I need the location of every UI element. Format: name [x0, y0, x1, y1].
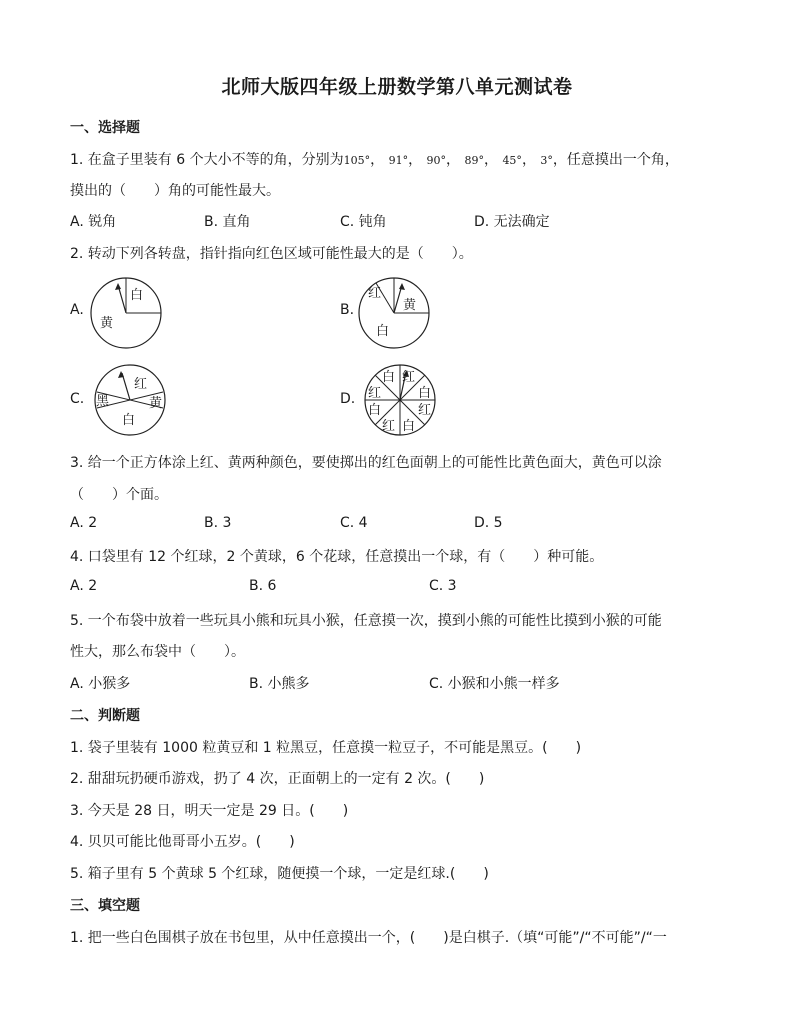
arrow-icon [399, 283, 405, 290]
spinner-d-label: 红 [368, 386, 382, 401]
question-1-text-pre: 1. 在盒子里装有 6 个大小不等的角，分别为 [70, 152, 344, 168]
spinner-b [356, 275, 432, 351]
q1-option-a: A. 锐角 [70, 214, 117, 230]
spinner-d-label: 红 [402, 370, 416, 385]
spinner-c [92, 362, 168, 438]
q3-option-c: C. 4 [340, 515, 368, 531]
q4-option-a: A. 2 [70, 578, 98, 594]
q3-option-a: A. 2 [70, 515, 98, 531]
judgement-item-3: 3. 今天是 28 日，明天一定是 29 日。( ) [70, 803, 349, 819]
section-heading-choice: 一、选择题 [70, 120, 140, 136]
spinner-d [360, 362, 440, 438]
angle-value: 91° [388, 154, 409, 167]
section-heading-fill-blank: 三、填空题 [70, 898, 140, 914]
q1-option-d: D. 无法确定 [474, 214, 550, 230]
spinner-c-label: 白 [122, 413, 136, 428]
spinner-c-label: 黑 [96, 394, 110, 409]
q4-option-c: C. 3 [429, 578, 457, 594]
spinner-a-label: 白 [130, 288, 144, 303]
spinner-b-label: 黄 [403, 298, 417, 313]
arrow-icon [115, 283, 121, 290]
fill-blank-item-1: 1. 把一些白色围棋子放在书包里，从中任意摸出一个，( )是白棋子.（填“可能”/“不可能”/“一 [70, 930, 667, 946]
q2-option-a-label: A. [70, 302, 84, 318]
judgement-item-1: 1. 袋子里装有 1000 粒黄豆和 1 粒黑豆，任意摸一粒豆子，不可能是黑豆。( ) [70, 740, 582, 756]
spinner-d-label: 红 [418, 403, 432, 418]
q5-option-c: C. 小猴和小熊一样多 [429, 676, 560, 692]
angle-value: 105° [343, 154, 371, 167]
q4-option-b: B. 6 [249, 578, 277, 594]
q2-option-c-label: C. [70, 391, 85, 407]
judgement-item-5: 5. 箱子里有 5 个黄球 5 个红球，随便摸一个球，一定是红球.( ) [70, 866, 489, 882]
q1-option-c: C. 钝角 [340, 214, 387, 230]
spinner-a [88, 275, 164, 351]
spinner-d-label: 红 [382, 419, 396, 434]
angle-value: 3° [540, 154, 553, 167]
q1-option-b: B. 直角 [204, 214, 251, 230]
judgement-item-4: 4. 贝贝可能比他哥哥小五岁。( ) [70, 834, 295, 850]
q2-option-b-label: B. [340, 302, 355, 318]
spinner-d-label: 白 [418, 386, 432, 401]
question-3-line-1: 3. 给一个正方体涂上红、黄两种颜色，要使掷出的红色面朝上的可能性比黄色面大，黄色可以涂 [70, 455, 662, 471]
q3-option-d: D. 5 [474, 515, 503, 531]
angle-value: 45° [502, 154, 522, 167]
judgement-item-2: 2. 甜甜玩扔硬币游戏，扔了 4 次，正面朝上的一定有 2 次。( ) [70, 771, 485, 787]
spinner-c-label: 红 [134, 377, 148, 392]
q5-option-b: B. 小熊多 [249, 676, 310, 692]
section-heading-judgement: 二、判断题 [70, 708, 140, 724]
question-4-text: 4. 口袋里有 12 个红球，2 个黄球，6 个花球，任意摸出一个球，有（ ）种可能。 [70, 549, 604, 565]
question-5-line-1: 5. 一个布袋中放着一些玩具小熊和玩具小猴，任意摸一次，摸到小熊的可能性比摸到小猴的可能 [70, 613, 662, 629]
page-title: 北师大版四年级上册数学第八单元测试卷 [221, 76, 573, 98]
spinner-b-label: 红 [368, 286, 382, 301]
question-3-line-2: （ ）个面。 [70, 487, 168, 503]
question-1-text-post: ，任意摸出一个角， [552, 152, 679, 168]
angle-value: 89° [464, 154, 484, 167]
spinner-c-label: 黄 [149, 396, 163, 411]
q2-option-d-label: D. [340, 391, 356, 407]
angle-value: 90° [426, 154, 447, 167]
arrow-icon [118, 371, 124, 378]
question-2-text: 2. 转动下列各转盘，指针指向红色区域可能性最大的是（ ）。 [70, 246, 473, 262]
question-1-line-1: 1. 在盒子里装有 6 个大小不等的角，分别为105°， 91°， 90°， 89°， 45°， 3°，任意摸出一个角， [70, 152, 679, 168]
question-5-line-2: 性大，那么布袋中（ ）。 [70, 644, 245, 660]
spinner-d-label: 白 [382, 370, 396, 385]
spinner-a-label: 黄 [100, 316, 114, 331]
spinner-b-label: 白 [376, 324, 390, 339]
spinner-d-label: 白 [368, 403, 382, 418]
question-1-line-2: 摸出的（ ）角的可能性最大。 [70, 183, 280, 199]
spinner-d-label: 白 [402, 419, 416, 434]
q3-option-b: B. 3 [204, 515, 232, 531]
q5-option-a: A. 小猴多 [70, 676, 131, 692]
